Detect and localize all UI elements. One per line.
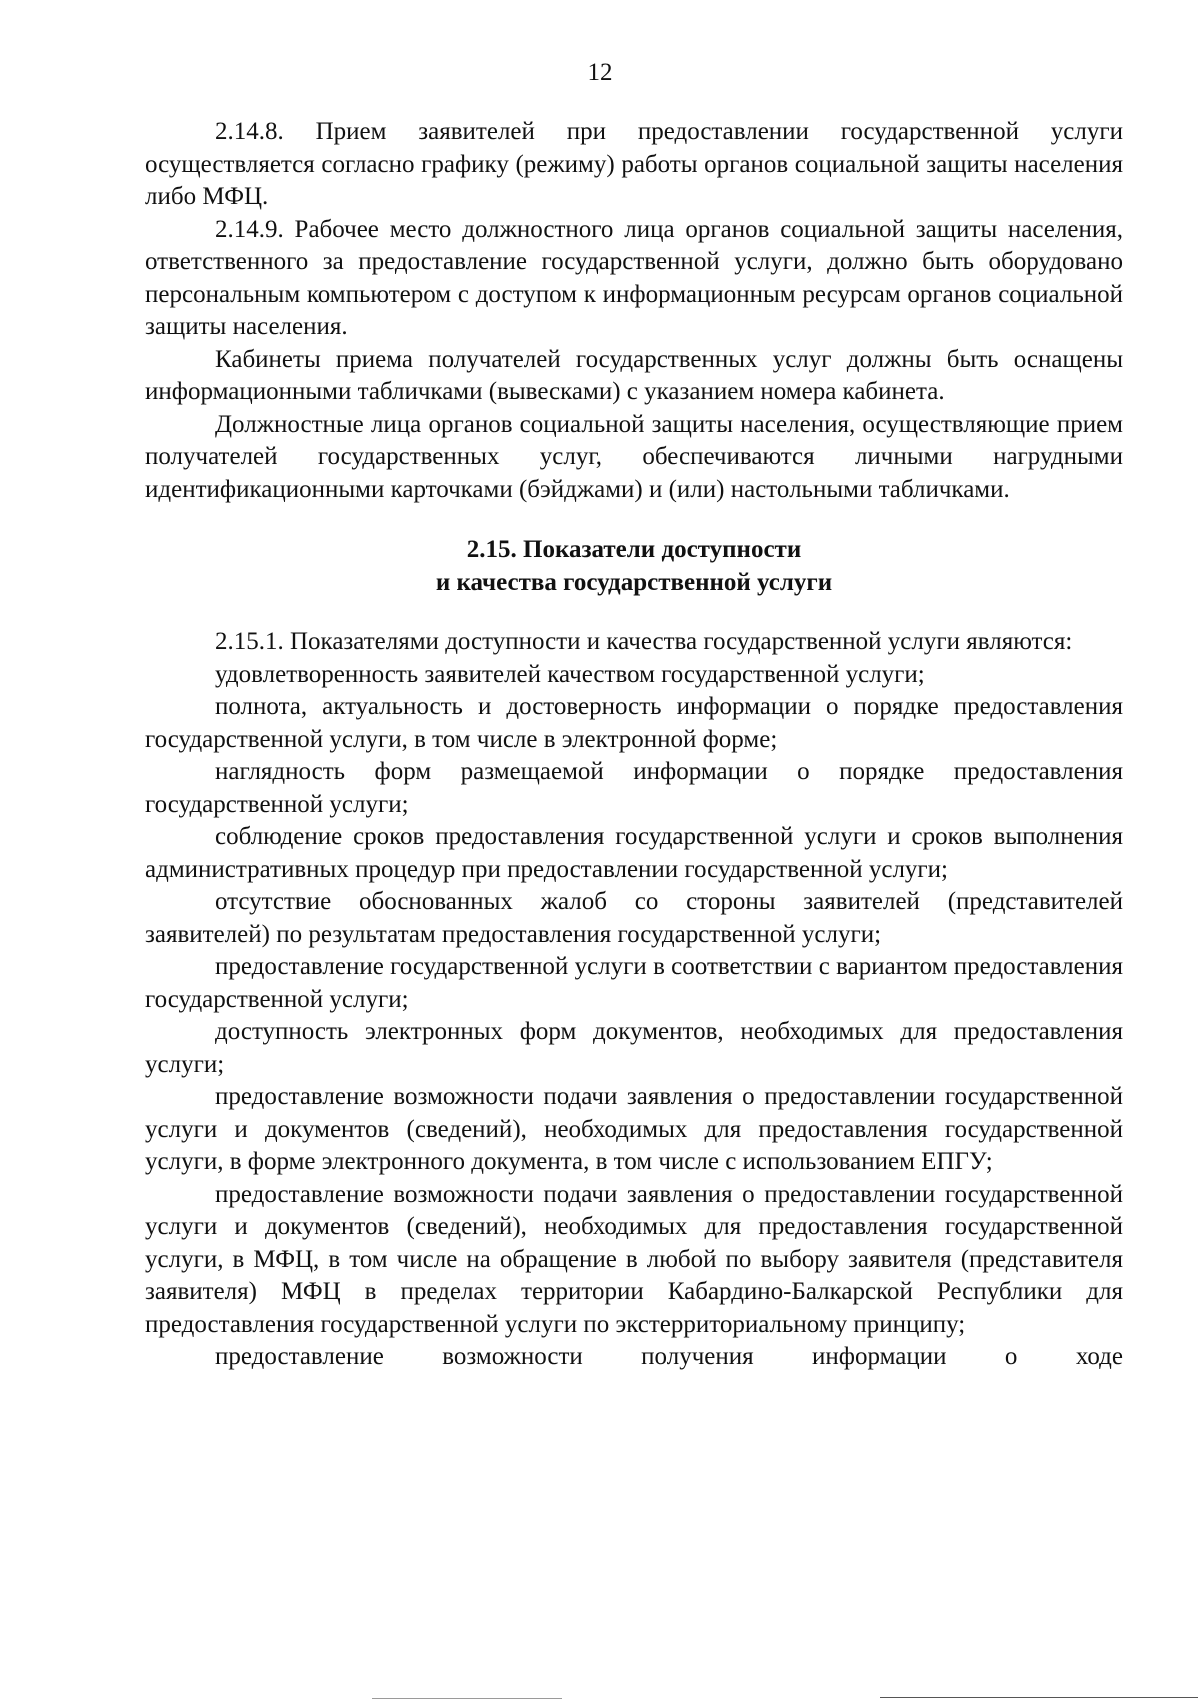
list-item-variant: предоставление государственной услуги в соответствии с вариантом предоставления государственной услуги; (145, 953, 1123, 1013)
document-body (145, 116, 1123, 1374)
paragraph-2-15-1: 2.15.1. Показателями доступности и качества государственной услуги являются: (215, 628, 1073, 655)
list-item-electronic-submission: предоставление возможности подачи заявления о предоставлении государственной услуги и документов (сведений), необходимых для предоставления государственной услуги, в форме электронного документа, в том числе с использованием ЕПГУ; (145, 1083, 1123, 1175)
list-item-visibility: наглядность форм размещаемой информации о порядке предоставления государственной услуги; (145, 758, 1123, 818)
list-item-complaints: отсутствие обоснованных жалоб со стороны заявителей (представителей заявителей) по результатам предоставления государственной услуги; (145, 888, 1123, 948)
scan-edge-mark-left (372, 1698, 562, 1699)
list-item-deadlines: соблюдение сроков предоставления государственной услуги и сроков выполнения административных процедур при предоставлении государственной услуги; (145, 823, 1123, 883)
list-item-completeness: полнота, актуальность и достоверность информации о порядке предоставления государственной услуги, в том числе в электронной форме; (145, 693, 1123, 753)
paragraph-cabinets: Кабинеты приема получателей государственных услуг должны быть оснащены информационными табличками (вывесками) с указанием номера кабинета. (145, 345, 1123, 405)
page-number: 12 (587, 59, 613, 86)
section-heading-line-1: 2.15. Показатели доступности (466, 536, 802, 563)
section-heading (145, 533, 1123, 599)
paragraph-officials: Должностные лица органов социальной защиты населения, осуществляющие прием получателей государственных услуг, обеспечиваются личными нагрудными идентификационными карточками (бэйджами) и (или) настольными табличками. (145, 410, 1123, 503)
list-item-mfc-submission: предоставление возможности подачи заявления о предоставлении государственной услуги и документов (сведений), необходимых для предоставления государственной услуги, в МФЦ, в том числе на обращение в любой по выбору заявителя (представителя заявителя) МФЦ в пределах территории Кабардино-Балкарской Республики для предоставления государственной услуги по экстерриториальному принципу; (145, 1180, 1123, 1338)
section-heading-line-2: и качества государственной услуги (435, 569, 833, 596)
list-item-progress-info: предоставление возможности получения информации о ходе (215, 1343, 1123, 1370)
list-item-satisfaction: удовлетворенность заявителей качеством государственной услуги; (215, 660, 925, 688)
scan-edge-mark-right (880, 1697, 1198, 1698)
paragraph-2-14-8: 2.14.8. Прием заявителей при предоставлении государственной услуги осуществляется согласно графику (режиму) работы органов социальной защиты населения либо МФЦ. (145, 118, 1123, 210)
paragraph-2-14-9: 2.14.9. Рабочее место должностного лица органов социальной защиты населения, ответственного за предоставление государственной услуги, должно быть оборудовано персональным компьютером с доступом к информационным ресурсам органов социальной защиты населения. (145, 215, 1123, 340)
list-item-electronic-forms: доступность электронных форм документов, необходимых для предоставления услуги; (145, 1018, 1123, 1078)
